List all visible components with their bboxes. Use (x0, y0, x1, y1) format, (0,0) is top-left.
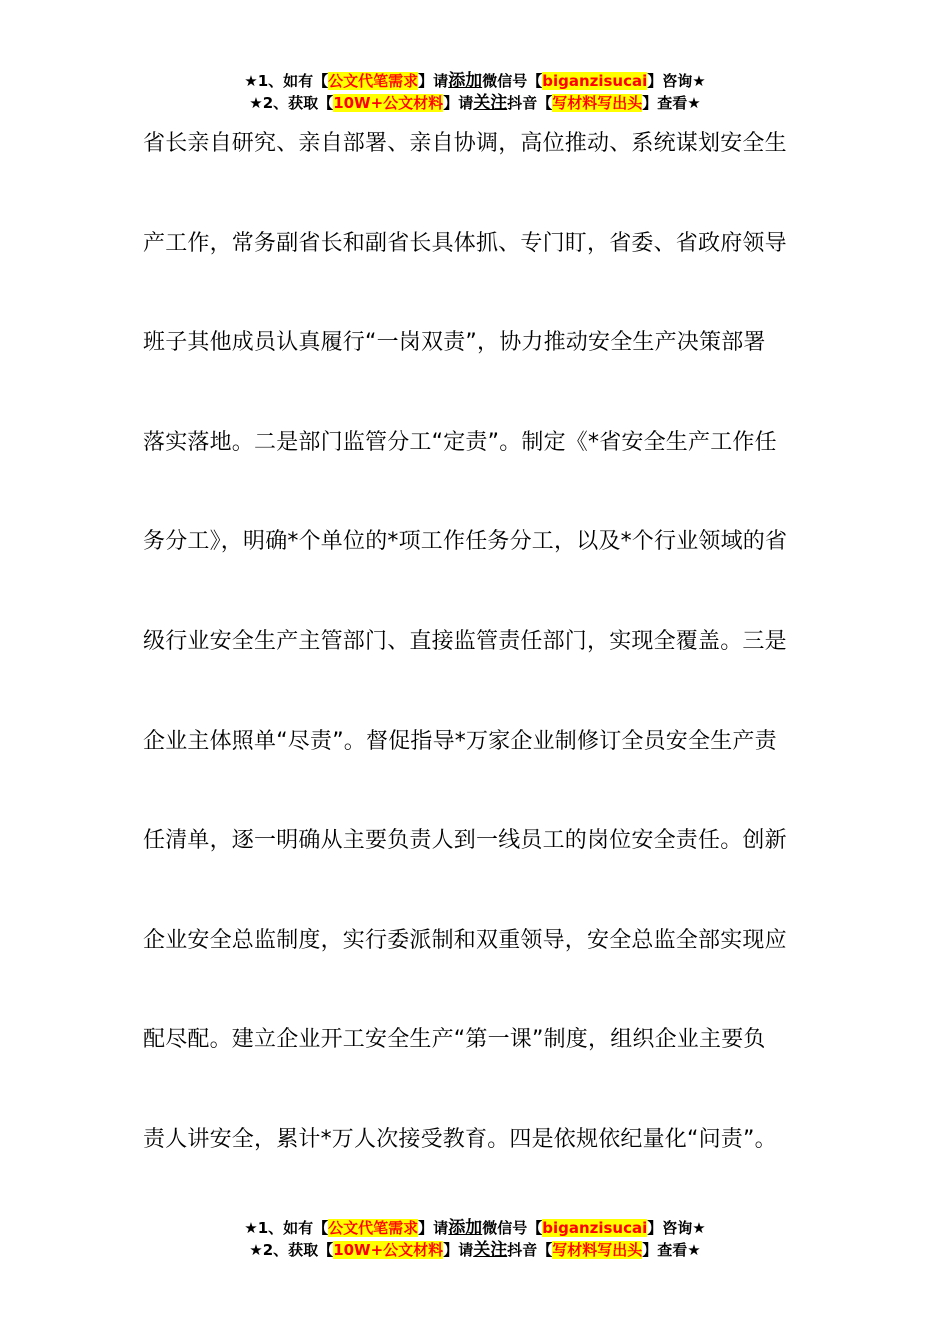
wechat-id-highlight: biganzisucai (542, 1219, 648, 1237)
banner-highlight: 公文代笔需求 (328, 72, 419, 90)
banner-text: 微信号【 (482, 1219, 543, 1237)
footer-banner-line-1 (0, 1217, 950, 1239)
body-line: 落实落地。二是部门监管分工“定责”。制定《*省安全生产工作任 (143, 429, 777, 455)
banner-text: 抖音【 (507, 1241, 553, 1259)
document-body (143, 120, 813, 1216)
banner-emphasis: 添加 (448, 71, 483, 91)
body-line: 配尽配。建立企业开工安全生产“第一课”制度，组织企业主要负 (143, 1027, 766, 1053)
douyin-id-highlight: 写材料写出头 (552, 1241, 643, 1259)
header-banner (0, 70, 950, 114)
banner-text: 】请 (418, 72, 449, 90)
banner-text: 微信号【 (482, 72, 543, 90)
banner-emphasis: 添加 (448, 1218, 483, 1238)
banner-text: ★1、如有【 (244, 72, 329, 90)
banner-highlight: 公文代笔需求 (328, 1219, 419, 1237)
body-line: 企业主体照单“尽责”。督促指导*万家企业制修订全员安全生产责 (143, 728, 777, 754)
header-banner-line-2 (0, 92, 950, 114)
banner-text: ★2、获取【 (249, 94, 334, 112)
banner-highlight: 10W+公文材料 (333, 1241, 444, 1259)
banner-text: 】查看★ (642, 94, 701, 112)
douyin-id-highlight: 写材料写出头 (552, 94, 643, 112)
banner-text: 】请 (443, 94, 474, 112)
body-line: 任清单，逐一明确从主要负责人到一线员工的岗位安全责任。创新 (143, 828, 787, 854)
banner-text: 】咨询★ (647, 1219, 706, 1237)
header-banner-line-1 (0, 70, 950, 92)
banner-text: 】请 (443, 1241, 474, 1259)
banner-emphasis: 关注 (473, 93, 508, 113)
body-line: 省长亲自研究、亲自部署、亲自协调，高位推动、系统谋划安全生 (143, 131, 787, 156)
banner-text: ★1、如有【 (244, 1219, 329, 1237)
body-line: 班子其他成员认真履行“一岗双责”，协力推动安全生产决策部署 (143, 330, 766, 356)
body-line: 产工作，常务副省长和副省长具体抓、专门盯，省委、省政府领导 (143, 230, 787, 256)
banner-text: ★2、获取【 (249, 1241, 334, 1259)
footer-banner (0, 1217, 950, 1261)
banner-emphasis: 关注 (473, 1240, 508, 1260)
wechat-id-highlight: biganzisucai (542, 72, 648, 90)
body-line: 责人讲安全，累计*万人次接受教育。四是依规依纪量化“问责”。 (143, 1126, 777, 1152)
banner-text: 】查看★ (642, 1241, 701, 1259)
banner-highlight: 10W+公文材料 (333, 94, 444, 112)
body-line: 务分工》，明确*个单位的*项工作任务分工，以及*个行业领域的省 (143, 529, 788, 555)
banner-text: 】请 (418, 1219, 449, 1237)
banner-text: 】咨询★ (647, 72, 706, 90)
body-line: 级行业安全生产主管部门、直接监管责任部门，实现全覆盖。三是 (143, 628, 787, 654)
footer-banner-line-2 (0, 1239, 950, 1261)
body-line: 企业安全总监制度，实行委派制和双重领导，安全总监全部实现应 (143, 927, 787, 953)
banner-text: 抖音【 (507, 94, 553, 112)
